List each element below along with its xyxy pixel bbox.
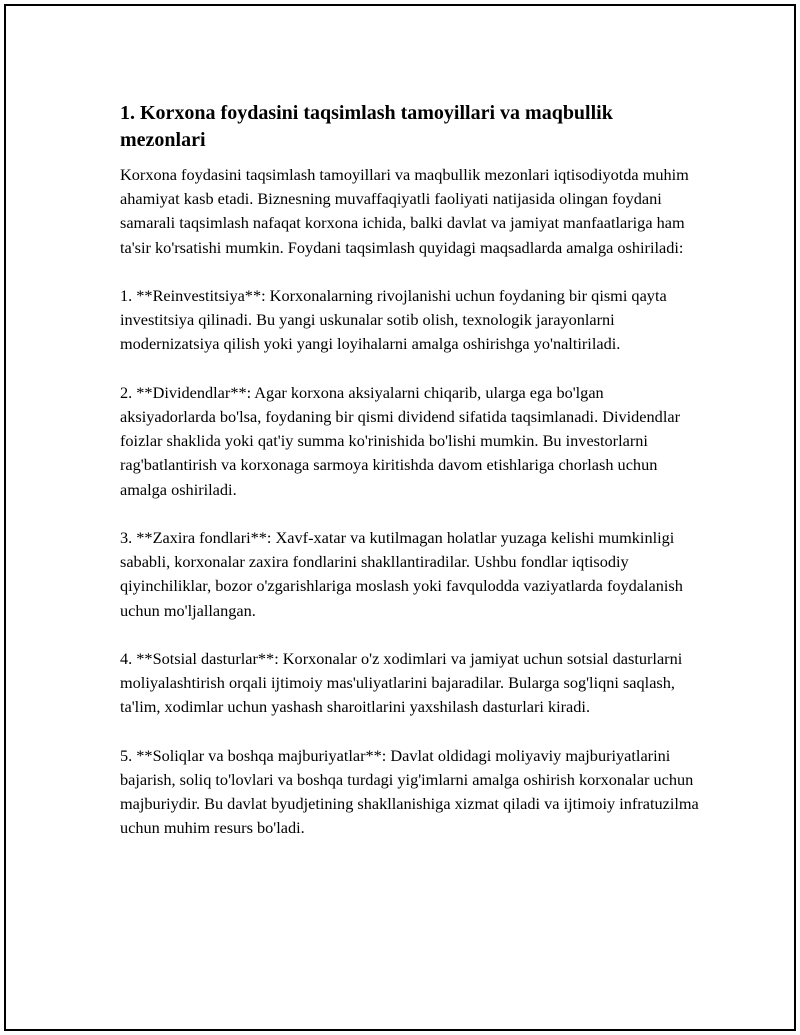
document-page — [4, 4, 796, 1031]
section-heading: 1. Korxona foydasini taqsimlash tamoyillari va maqbullik mezonlari — [120, 102, 613, 151]
paragraph-social-programs: 4. **Sotsial dasturlar**: Korxonalar o'z xodimlari va jamiyat uchun sotsial dasturlarni moliyalashtirish orqali ijtimoiy mas'uliyatlarini bajaradilar. Bularga sog'liqni saqlash, ta'lim, xodimlar uchun yashash sharoitlarini yaxshilash dasturlari kiradi. — [120, 649, 683, 717]
paragraph-taxes-obligations: 5. **Soliqlar va boshqa majburiyatlar**: Davlat oldidagi moliyaviy majburiyatlarini bajarish, soliq to'lovlari va boshqa turdagi yig'imlarni amalga oshirish korxonalar uchun majburiydir. Bu davlat byudjetining shakllanishiga xizmat qiladi va ijtimoiy infratuzilma uchun muhim resurs bo'ladi. — [120, 745, 699, 838]
document-body — [120, 100, 700, 865]
paragraph-reinvestment: 1. **Reinvestitsiya**: Korxonalarning rivojlanishi uchun foydaning bir qismi qayta investitsiya qilinadi. Bu yangi uskunalar sotib olish, texnologik jarayonlarni modernizatsiya qilish yoki yangi loyihalarni amalga oshirishga yo'naltiriladi. — [120, 286, 667, 354]
paragraph-reserve-funds: 3. **Zaxira fondlari**: Xavf-xatar va kutilmagan holatlar yuzaga kelishi mumkinligi sababli, korxonalar zaxira fondlarini shakllantiradilar. Ushbu fondlar iqtisodiy qiyinchiliklar, bozor o'zgarishlariga moslash yoki favqulodda vaziyatlarda foydalanish uchun mo'ljallangan. — [120, 528, 683, 620]
paragraph-intro: Korxona foydasini taqsimlash tamoyillari va maqbullik mezonlari iqtisodiyotda muhim ahamiyat kasb etadi. Biznesning muvaffaqiyatli faoliyati natijasida olingan foydani samarali taqsimlash nafaqat korxona ichida, balki davlat va jamiyat manfaatlariga ham ta'sir ko'rsatishi mumkin. Foydani taqsimlash quyidagi maqsadlarda amalga oshiriladi: — [120, 165, 689, 257]
paragraph-dividends: 2. **Dividendlar**: Agar korxona aksiyalarni chiqarib, ularga ega bo'lgan aksiyadorlarda bo'lsa, foydaning bir qismi dividend sifatida taqsimlanadi. Dividendlar foizlar shaklida yoki qat'iy summa ko'rinishida bo'lishi mumkin. Bu investorlarni rag'batlantirish va korxonaga sarmoya kiritishda davom etishlariga chorlash uchun amalga oshiriladi. — [120, 382, 680, 499]
